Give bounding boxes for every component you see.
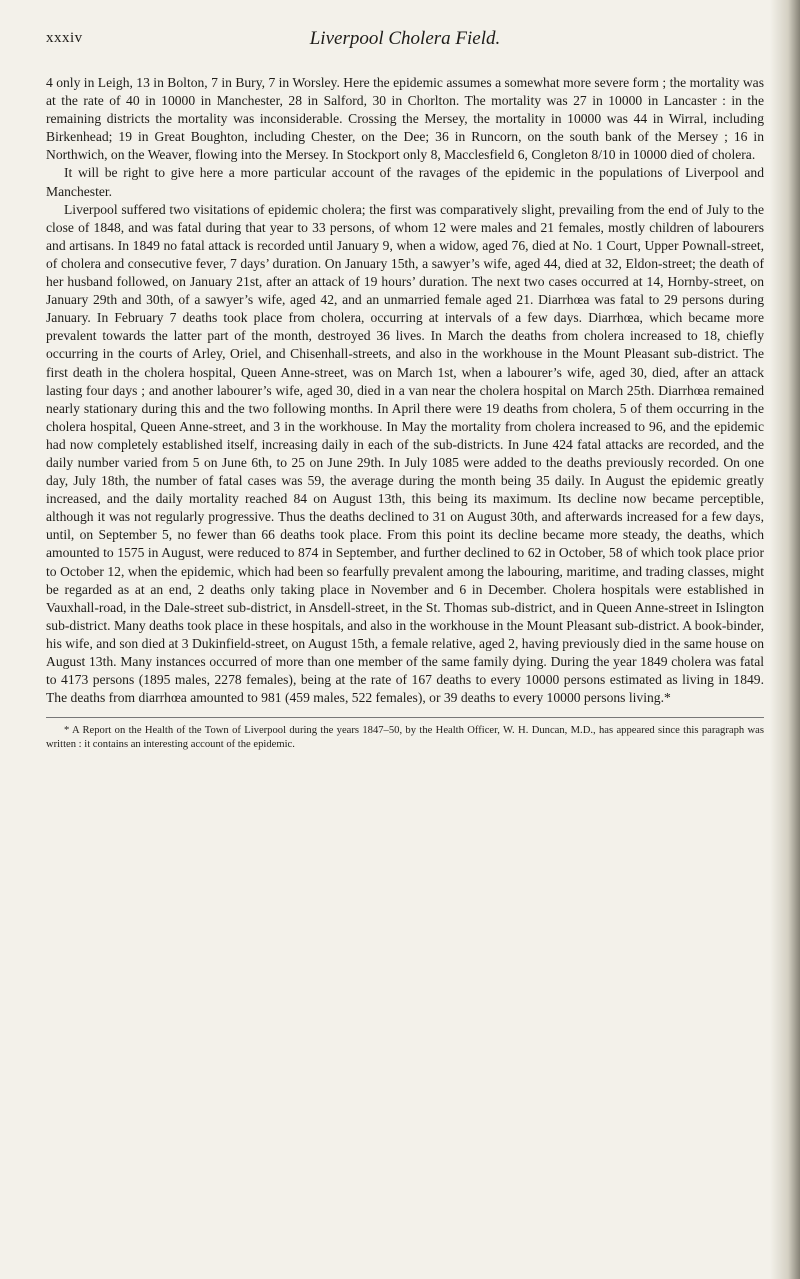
page-binding-edge bbox=[770, 0, 800, 1279]
page-number: xxxiv bbox=[46, 30, 83, 46]
body-text bbox=[46, 74, 764, 707]
footnote-divider bbox=[46, 717, 764, 718]
running-title: Liverpool Cholera Field. bbox=[309, 28, 501, 49]
paragraph: 4 only in Leigh, 13 in Bolton, 7 in Bury, 7 in Worsley. Here the epidemic assumes a somewhat more severe form ; the mortality was at the rate of 40 in 10000 in Manchester, 28 in Salford, 30 in Chorlton. The mortality was 27 in 10000 in Lancaster : in the remaining districts the mortality was inconsiderable. Crossing the Mersey, the mortality in 10000 was 44 in Wirral, including Birkenhead; 19 in Great Boughton, including Chester, on the Dee; 36 in Runcorn, on the south bank of the Mersey ; 16 in Northwich, on the Weaver, flowing into the Mersey. In Stockport only 8, Macclesfield 6, Congleton 8/10 in 10000 died of cholera. bbox=[46, 75, 764, 163]
paragraph: It will be right to give here a more particular account of the ravages of the epidemic in the populations of Liverpool and Manchester. bbox=[46, 165, 764, 199]
footnote: * A Report on the Health of the Town of Liverpool during the years 1847–50, by the Health Officer, W. H. Duncan, M.D., has appeared since this paragraph was written : it contains an interesting account of the epidemic. bbox=[46, 725, 764, 750]
page bbox=[46, 28, 764, 762]
paragraph: Liverpool suffered two visitations of epidemic cholera; the first was comparatively slight, prevailing from the end of July to the close of 1848, and was fatal during that year to 33 persons, of whom 12 were males and 21 females, mostly children of labourers and artisans. In 1849 no fatal attack is recorded until January 9, when a widow, aged 76, died at No. 1 Court, Upper Pownall-street, of cholera and consecutive fever, 7 days’ duration. On January 15th, a sawyer’s wife, aged 44, died at 32, Eldon-street; the death of her husband followed, on January 21st, after an attack of 19 hours’ duration. The next two cases occurred at 14, Hornby-street, on January 29th and 30th, of a sawyer’s wife, aged 42, and an unmarried female aged 21. Diarrhœa was fatal to 29 persons during January. In February 7 deaths took place from cholera, occurring at intervals of a few days. Diarrhœa, which became more prevalent towards the latter part of the month, destroyed 36 lives. In March the deaths from cholera increased to 18, chiefly occurring in the courts of Arley, Oriel, and Chisenhall-streets, and also in the workhouse in the Mount Pleasant sub-district. The first death in the cholera hospital, Queen Anne-street, was on March 1st, when a labourer’s wife, aged 30, died, after an attack lasting four days ; and another labourer’s wife, aged 30, died in a van near the cholera hospital on March 25th. Diarrhœa remained nearly stationary during this and the two following months. In April there were 19 deaths from cholera, 5 of them occurring in the cholera hospital, Queen Anne-street, and 3 in the workhouse. In May the mortality from cholera increased to 96, and the epidemic had now completely established itself, increasing daily in each of the sub-districts. In June 424 fatal attacks are recorded, and the daily number varied from 5 on June 6th, to 25 on June 29th. In July 1085 were added to the deaths previously recorded. On one day, July 18th, the number of fatal cases was 59, the average during the month being 35 daily. In August the epidemic greatly increased, and the daily mortality reached 84 on August 13th, this being its maximum. Its decline now became perceptible, although it was not regularly progressive. Thus the deaths declined to 31 on August 30th, and afterwards increased for a few days, until, on September 5, no fewer than 66 deaths took place. From this point its decline became more steady, the deaths, which amounted to 1575 in August, were reduced to 874 in September, and further declined to 62 in October, 58 of which took place prior to October 12, when the epidemic, which had been so fearfully prevalent among the labouring, maritime, and trading classes, might be regarded as at an end, 2 deaths only taking place in November and 6 in December. Cholera hospitals were established in Vauxhall-road, in the Dale-street sub-district, in Ansdell-street, in the St. Thomas sub-district, and in Queen Anne-street in Islington sub-district. Many deaths took place in these hospitals, and also in the workhouse in the Mount Pleasant sub-district. A book-binder, his wife, and son died at 3 Dukinfield-street, on August 15th, a female relative, aged 2, having previously died in the same house on August 13th. Many instances occurred of more than one member of the same family dying. During the year 1849 cholera was fatal to 4173 persons (1895 males, 2278 females), being at the rate of 167 deaths to every 10000 persons estimated as living in 1849. The deaths from diarrhœa amounted to 981 (459 males, 522 females), or 39 deaths to every 10000 persons living.* bbox=[46, 201, 764, 706]
running-header bbox=[46, 28, 764, 56]
